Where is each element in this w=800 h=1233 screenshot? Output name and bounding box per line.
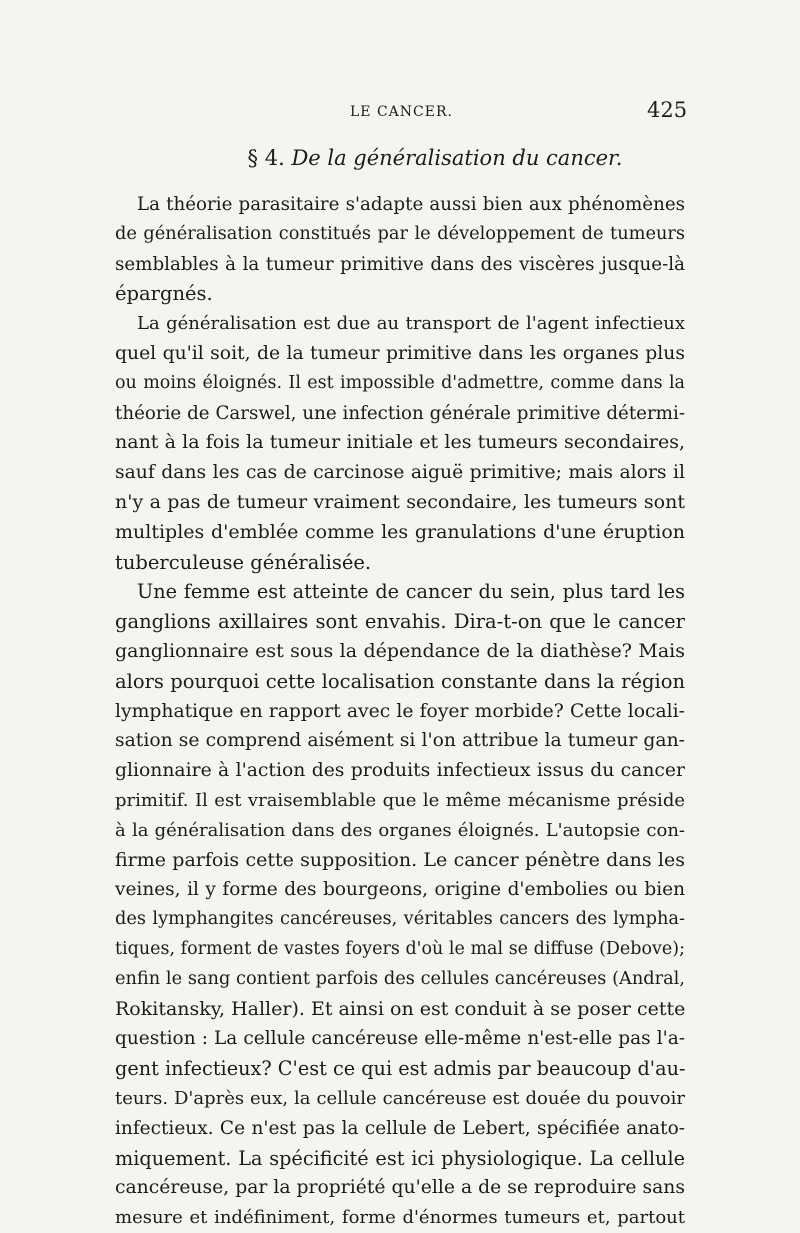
page-number: 425 [647,98,688,122]
text-line: tiques, forment de vastes foyers d'où le mal se diffuse (Debove); [115,938,685,959]
text-line: mesure et indéfiniment, forme d'énormes tumeurs et, partout [115,1207,685,1229]
body-text [115,190,685,1233]
text-line: lymphatique en rapport avec le foyer morbide? Cette locali- [115,700,685,722]
text-line: nant à la fois la tumeur initiale et les tumeurs secondaires, [115,431,685,454]
text-line: ganglions axillaires sont envahis. Dira-t-on que le cancer [115,610,685,634]
running-head [0,98,800,128]
text-line: firme parfois cette supposition. Le cancer pénètre dans les [115,848,685,871]
text-line: veines, il y forme des bourgeons, origine d'embolies ou bien [115,879,685,901]
text-line: gent infectieux? C'est ce qui est admis par beaucoup d'au- [115,1057,685,1081]
text-line: de généralisation constitués par le développement de tumeurs [115,223,685,244]
text-line: primitif. Il est vraisemblable que le même mécanisme préside [115,789,685,811]
text-line: teurs. D'après eux, la cellule cancéreuse est douée du pouvoir [115,1087,685,1109]
text-line: des lymphangites cancéreuses, véritables cancers des lympha- [115,909,685,930]
text-line: La généralisation est due au transport de l'agent infectieux [137,313,685,335]
text-line: cancéreuse, par la propriété qu'elle a de se reproduire sans [115,1177,685,1199]
text-line: théorie de Carswel, une infection générale primitive détermi- [115,402,685,424]
section-title: De la généralisation du cancer. [291,146,623,170]
running-title: LE CANCER. [350,104,453,120]
text-line: tuberculeuse généralisée. [115,550,372,574]
text-line: question : La cellule cancéreuse elle-même n'est-elle pas l'a- [115,1028,685,1050]
text-line: épargnés. [115,282,213,306]
text-line: n'y a pas de tumeur vraiment secondaire, les tumeurs sont [115,490,685,513]
text-line: sauf dans les cas de carcinose aiguë primitive; mais alors il [115,462,685,484]
text-line: ganglionnaire est sous la dépendance de la diathèse? Mais [115,639,685,662]
text-line: semblables à la tumeur primitive dans des viscères jusque-là [115,253,685,275]
text-line: Rokitansky, Haller). Et ainsi on est conduit à se poser cette [115,997,685,1020]
text-line: La théorie parasitaire s'adapte aussi bien aux phénomènes [137,194,685,215]
text-line: alors pourquoi cette localisation constante dans la région [115,669,685,693]
section-heading [0,146,800,170]
text-line: enfin le sang contient parfois des cellules cancéreuses (Andral, [115,968,685,989]
text-line: ou moins éloignés. Il est impossible d'admettre, comme dans la [115,372,685,393]
text-line: sation se comprend aisément si l'on attribue la tumeur gan- [115,730,685,752]
text-line: quel qu'il soit, de la tumeur primitive dans les organes plus [115,342,685,364]
text-line: Une femme est atteinte de cancer du sein, plus tard les [137,580,685,604]
text-line: miquement. La spécificité est ici physiologique. La cellule [115,1146,685,1170]
text-line: multiples d'emblée comme les granulations d'une éruption [115,520,685,543]
section-number: § 4. [247,146,285,170]
text-line: infectieux. Ce n'est pas la cellule de Lebert, spécifiée anato- [115,1117,685,1139]
text-line: glionnaire à l'action des produits infectieux issus du cancer [115,760,685,782]
text-line: à la généralisation dans des organes éloignés. L'autopsie con- [115,819,685,841]
